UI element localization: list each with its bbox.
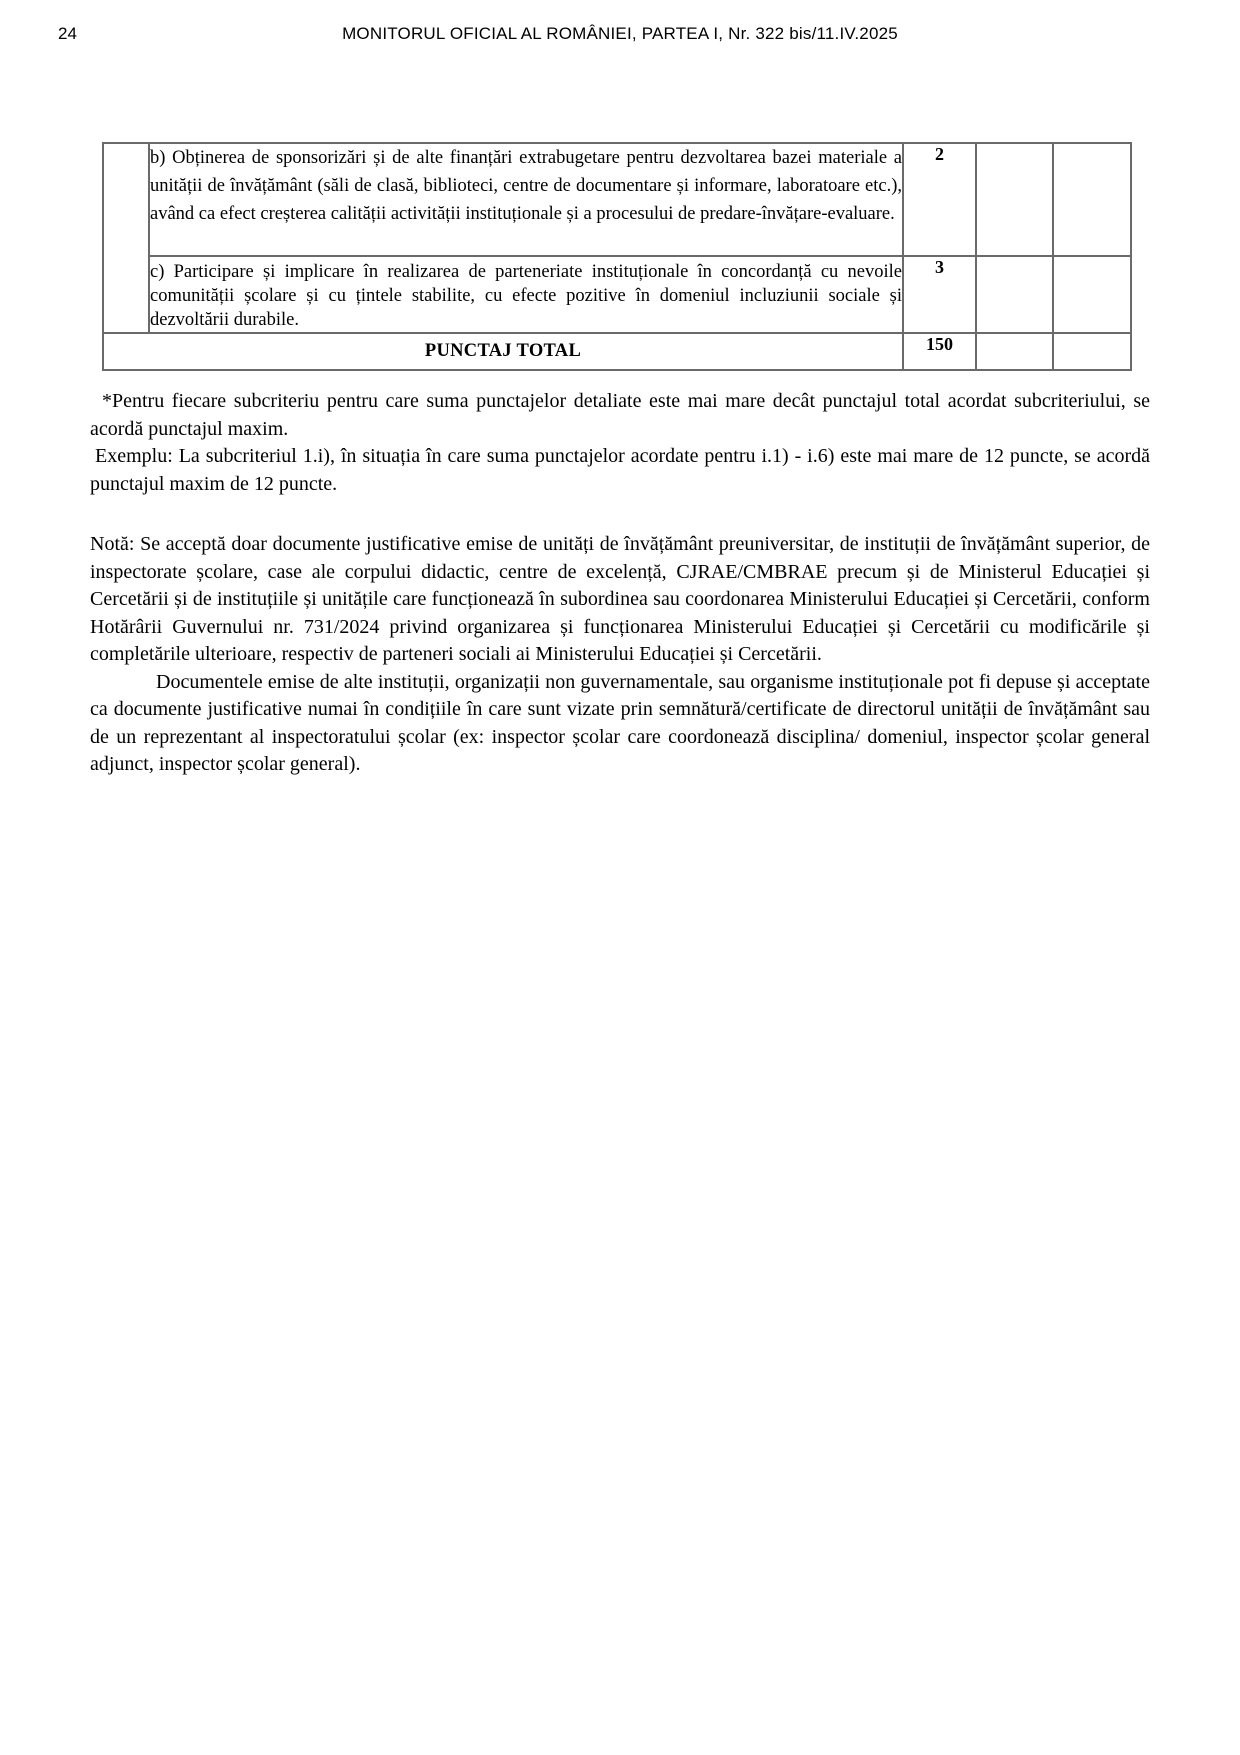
notes-section bbox=[90, 388, 1150, 779]
score-cell-empty bbox=[1053, 333, 1131, 370]
score-cell-empty bbox=[1053, 256, 1131, 333]
table-row-total bbox=[103, 333, 1131, 370]
criterion-c-text: c) Participare și implicare în realizarea de parteneriate instituționale în concordanță cu nevoile comunității școlare și cu țintele stabilite, cu efecte pozitive în domeniul incluziunii sociale și dezvoltării durabile. bbox=[149, 256, 903, 333]
scoring-table bbox=[102, 142, 1132, 371]
nota-paragraph: Notă: Se acceptă doar documente justificative emise de unități de învățământ preuniversitar, de instituții de învățământ superior, de inspectorate școlare, case ale corpului didactic, centre de excelență, CJRAE/CMBRAE precum și de Ministerul Educației și Cercetării și de instituțiile și unitățile care funcționează în subordinea sau coordonarea Ministerului Educației și Cercetării, conform Hotărârii Guvernului nr. 731/2024 privind organizarea și funcționarea Ministerului Educației și Cercetării cu modificările și completările ulterioare, respectiv de parteneri sociali ai Ministerului Educației și Cercetării. bbox=[90, 533, 1150, 665]
footnote-asterisk: *Pentru fiecare subcriteriu pentru care suma punctajelor detaliate este mai mare decât punctajul total acordat subcriteriului, se acordă punctajul maxim. bbox=[90, 390, 1150, 440]
total-label: PUNCTAJ TOTAL bbox=[103, 333, 903, 370]
total-points: 150 bbox=[903, 333, 976, 370]
table-row-c bbox=[103, 256, 1131, 333]
documents-paragraph: Documentele emise de alte instituții, organizații non guvernamentale, sau organisme instituționale pot fi depuse și acceptate ca documente justificative numai în condițiile în care sunt vizate prin semnătură/certificate de directorul unității de învățământ sau de un reprezentant al inspectoratului școlar (ex: inspector școlar care coordonează disciplina/ domeniul, inspector școlar general adjunct, inspector școlar general). bbox=[90, 670, 1150, 775]
page-header-title: MONITORUL OFICIAL AL ROMÂNIEI, PARTEA I, Nr. 322 bis/11.IV.2025 bbox=[342, 24, 898, 43]
criterion-index-cell bbox=[103, 143, 149, 333]
criterion-b-points: 2 bbox=[903, 143, 976, 256]
score-cell-empty bbox=[976, 143, 1053, 256]
page-number: 24 bbox=[58, 24, 77, 43]
footnote-example: Exemplu: La subcriteriul 1.i), în situația în care suma punctajelor acordate pentru i.1) - i.6) este mai mare de 12 puncte, se acordă punctajul maxim de 12 puncte. bbox=[90, 445, 1150, 495]
criterion-c-points: 3 bbox=[903, 256, 976, 333]
table-row-b bbox=[103, 143, 1131, 256]
score-cell-empty bbox=[1053, 143, 1131, 256]
score-cell-empty bbox=[976, 333, 1053, 370]
score-cell-empty bbox=[976, 256, 1053, 333]
criterion-b-text: b) Obținerea de sponsorizări și de alte finanțări extrabugetare pentru dezvoltarea bazei materiale a unității de învățământ (săli de clasă, biblioteci, centre de documentare și informare, laboratoare etc.), având ca efect creșterea calității activității instituționale și a procesului de predare-învățare-evaluare. bbox=[149, 143, 903, 256]
